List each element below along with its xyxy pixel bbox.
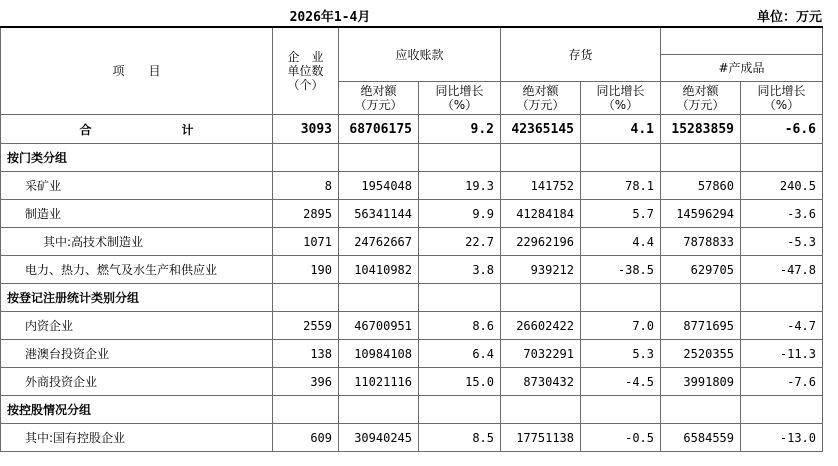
cell-rec-abs: 10984108: [339, 340, 419, 368]
cell-fin-yoy: 240.5: [741, 172, 823, 200]
cell-inv-yoy: 4.4: [581, 228, 661, 256]
total-rec-yoy: 9.2: [419, 115, 501, 144]
cell-inv-abs: 141752: [501, 172, 581, 200]
cell-enterprises: 138: [273, 340, 339, 368]
report-header: [0, 0, 838, 26]
table-row: [1, 340, 823, 368]
cell-rec-yoy: 15.0: [419, 368, 501, 396]
total-inv-abs: 42365145: [501, 115, 581, 144]
header-rec-abs: 绝对额 （万元）: [339, 82, 419, 115]
cell-fin-abs: [661, 396, 741, 424]
header-inventory: 存货: [501, 27, 661, 82]
cell-inv-abs: 7032291: [501, 340, 581, 368]
cell-rec-abs: 30940245: [339, 424, 419, 452]
category-row: [1, 396, 823, 424]
cell-rec-abs: 1954048: [339, 172, 419, 200]
total-inv-yoy: 4.1: [581, 115, 661, 144]
table-row: [1, 200, 823, 228]
header-inv-abs: 绝对额 （万元）: [501, 82, 581, 115]
header-finished-goods: #产成品: [661, 55, 823, 82]
cell-enterprises: 190: [273, 256, 339, 284]
cell-enterprises: 8: [273, 172, 339, 200]
cell-inv-abs: 26602422: [501, 312, 581, 340]
row-label: 外商投资企业: [1, 368, 273, 396]
cell-fin-yoy: -3.6: [741, 200, 823, 228]
cell-rec-yoy: 19.3: [419, 172, 501, 200]
total-fin-yoy: -6.6: [741, 115, 823, 144]
header-blank: [661, 27, 823, 55]
header-inv-yoy: 同比增长 （%）: [581, 82, 661, 115]
total-fin-abs: 15283859: [661, 115, 741, 144]
cell-rec-yoy: [419, 396, 501, 424]
cell-fin-abs: 57860: [661, 172, 741, 200]
header-fin-yoy: 同比增长 （%）: [741, 82, 823, 115]
cell-enterprises: 396: [273, 368, 339, 396]
header-rec-yoy: 同比增长 （%）: [419, 82, 501, 115]
table-row: [1, 228, 823, 256]
table-row: [1, 368, 823, 396]
cell-inv-yoy: [581, 284, 661, 312]
cell-inv-yoy: -4.5: [581, 368, 661, 396]
cell-rec-yoy: [419, 144, 501, 172]
cell-fin-abs: 629705: [661, 256, 741, 284]
cell-enterprises: [273, 284, 339, 312]
cell-fin-yoy: -13.0: [741, 424, 823, 452]
total-rec-abs: 68706175: [339, 115, 419, 144]
category-row: [1, 284, 823, 312]
cell-inv-yoy: 7.0: [581, 312, 661, 340]
cell-inv-abs: 939212: [501, 256, 581, 284]
row-label: 内资企业: [1, 312, 273, 340]
cell-inv-abs: 22962196: [501, 228, 581, 256]
cell-inv-yoy: [581, 144, 661, 172]
cell-inv-abs: 8730432: [501, 368, 581, 396]
cell-rec-yoy: 9.9: [419, 200, 501, 228]
cell-rec-abs: [339, 396, 419, 424]
cell-rec-abs: [339, 284, 419, 312]
statistics-table: [0, 26, 823, 452]
cell-inv-abs: [501, 144, 581, 172]
table-row: [1, 312, 823, 340]
cell-fin-yoy: -47.8: [741, 256, 823, 284]
row-label: 港澳台投资企业: [1, 340, 273, 368]
cell-fin-yoy: [741, 396, 823, 424]
total-label: 合 计: [1, 115, 273, 144]
row-label: 电力、热力、燃气及水生产和供应业: [1, 256, 273, 284]
cell-rec-yoy: 8.5: [419, 424, 501, 452]
row-label: 其中:国有控股企业: [1, 424, 273, 452]
cell-inv-yoy: [581, 396, 661, 424]
cell-rec-yoy: 6.4: [419, 340, 501, 368]
cell-rec-yoy: 8.6: [419, 312, 501, 340]
cell-fin-abs: 14596294: [661, 200, 741, 228]
cell-inv-yoy: -0.5: [581, 424, 661, 452]
cell-inv-abs: 41284184: [501, 200, 581, 228]
cell-rec-abs: 24762667: [339, 228, 419, 256]
cell-rec-yoy: [419, 284, 501, 312]
report-period: 2026年1-4月: [289, 10, 371, 25]
cell-fin-abs: 3991809: [661, 368, 741, 396]
row-label: 按登记注册统计类别分组: [1, 284, 273, 312]
cell-fin-yoy: -4.7: [741, 312, 823, 340]
cell-enterprises: 2895: [273, 200, 339, 228]
cell-rec-abs: [339, 144, 419, 172]
header-item: 项 目: [1, 27, 273, 115]
row-label: 按控股情况分组: [1, 396, 273, 424]
table-row: [1, 256, 823, 284]
cell-inv-abs: 17751138: [501, 424, 581, 452]
header-fin-abs: 绝对额 （万元）: [661, 82, 741, 115]
cell-enterprises: 609: [273, 424, 339, 452]
row-label: 其中:高技术制造业: [1, 228, 273, 256]
cell-inv-yoy: 78.1: [581, 172, 661, 200]
cell-inv-yoy: -38.5: [581, 256, 661, 284]
cell-fin-yoy: [741, 144, 823, 172]
table-row: [1, 172, 823, 200]
cell-rec-yoy: 3.8: [419, 256, 501, 284]
cell-rec-abs: 46700951: [339, 312, 419, 340]
cell-inv-abs: [501, 396, 581, 424]
row-label: 按门类分组: [1, 144, 273, 172]
cell-fin-yoy: -7.6: [741, 368, 823, 396]
cell-fin-yoy: -11.3: [741, 340, 823, 368]
header-enterprises: 企 业 单位数 （个）: [273, 27, 339, 115]
cell-fin-abs: [661, 284, 741, 312]
cell-fin-abs: 8771695: [661, 312, 741, 340]
category-row: [1, 144, 823, 172]
cell-rec-yoy: 22.7: [419, 228, 501, 256]
cell-inv-abs: [501, 284, 581, 312]
cell-rec-abs: 11021116: [339, 368, 419, 396]
cell-enterprises: 1071: [273, 228, 339, 256]
row-label: 采矿业: [1, 172, 273, 200]
table-row: [1, 424, 823, 452]
cell-fin-abs: 6584559: [661, 424, 741, 452]
header-receivables: 应收账款: [339, 27, 501, 82]
cell-fin-abs: 2520355: [661, 340, 741, 368]
cell-fin-abs: [661, 144, 741, 172]
cell-enterprises: [273, 144, 339, 172]
cell-rec-abs: 56341144: [339, 200, 419, 228]
cell-enterprises: 2559: [273, 312, 339, 340]
cell-inv-yoy: 5.7: [581, 200, 661, 228]
row-label: 制造业: [1, 200, 273, 228]
cell-enterprises: [273, 396, 339, 424]
cell-inv-yoy: 5.3: [581, 340, 661, 368]
cell-rec-abs: 10410982: [339, 256, 419, 284]
cell-fin-yoy: [741, 284, 823, 312]
cell-fin-yoy: -5.3: [741, 228, 823, 256]
total-row: [1, 115, 823, 144]
total-enterprises: 3093: [273, 115, 339, 144]
report-unit: 单位：万元: [756, 10, 822, 25]
cell-fin-abs: 7878833: [661, 228, 741, 256]
